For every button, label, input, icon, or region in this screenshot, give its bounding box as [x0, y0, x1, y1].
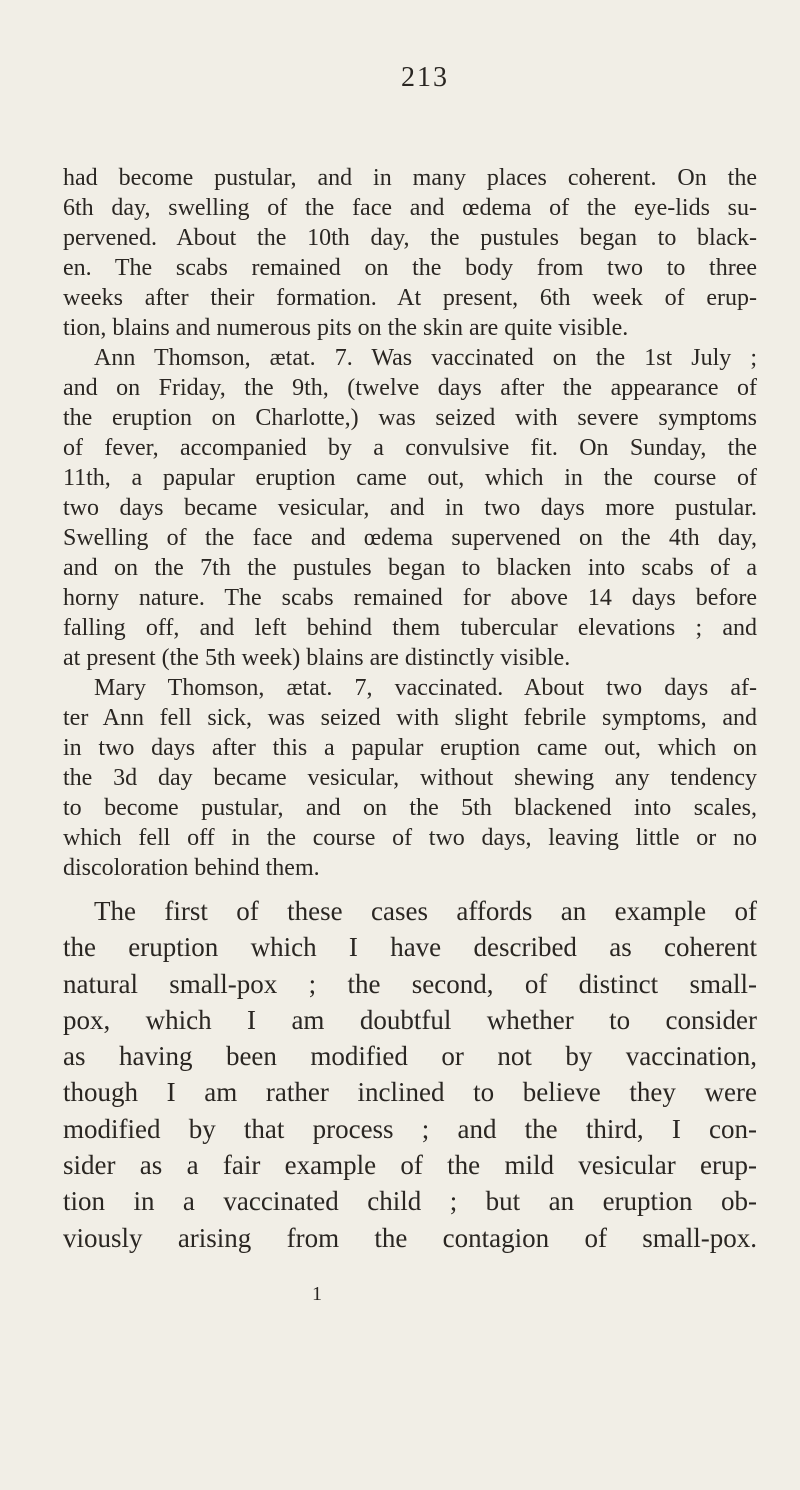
page-number: 213 — [401, 62, 449, 93]
summary-paragraph — [63, 893, 757, 1256]
text-line: the 3d day became vesicular, without shewing any tendency — [63, 765, 757, 791]
text-line: tion, blains and numerous pits on the skin are quite visible. — [63, 315, 629, 341]
text-line: 6th day, swelling of the face and œdema of the eye-lids su- — [63, 195, 757, 221]
text-line: to become pustular, and on the 5th blackened into scales, — [63, 795, 757, 821]
text-line: had become pustular, and in many places coherent. On the — [63, 165, 757, 191]
signature-mark: 1 — [312, 1283, 322, 1305]
summary-line: the eruption which I have described as coherent — [63, 932, 757, 963]
summary-line: pox, which I am doubtful whether to consider — [63, 1004, 757, 1035]
summary-line: viously arising from the contagion of small-pox. — [63, 1222, 757, 1253]
text-line: and on the 7th the pustules began to blacken into scabs of a — [63, 555, 757, 581]
text-line: of fever, accompanied by a convulsive fit. On Sunday, the — [63, 435, 757, 461]
text-line: horny nature. The scabs remained for above 14 days before — [63, 585, 757, 611]
text-line: discoloration behind them. — [63, 855, 320, 881]
text-line: and on Friday, the 9th, (twelve days after the appearance of — [63, 375, 757, 401]
summary-line: The first of these cases affords an example of — [94, 896, 757, 926]
text-line: 11th, a papular eruption came out, which in the course of — [63, 465, 757, 491]
text-line: Swelling of the face and œdema supervened on the 4th day, — [63, 525, 757, 551]
text-line: weeks after their formation. At present, 6th week of erup- — [63, 285, 757, 311]
summary-line: modified by that process ; and the third, I con- — [63, 1113, 757, 1144]
text-line: Ann Thomson, ætat. 7. Was vaccinated on the 1st July ; — [94, 345, 757, 371]
summary-line: though I am rather inclined to believe they were — [63, 1077, 757, 1108]
summary-line: sider as a fair example of the mild vesicular erup- — [63, 1150, 757, 1181]
text-line: at present (the 5th week) blains are distinctly visible. — [63, 645, 571, 671]
summary-line: tion in a vaccinated child ; but an eruption ob- — [63, 1186, 757, 1217]
text-line: the eruption on Charlotte,) was seized with severe symptoms — [63, 405, 757, 431]
summary-line: as having been modified or not by vaccination, — [63, 1041, 757, 1072]
case-reports-paragraphs — [63, 163, 757, 883]
text-line: two days became vesicular, and in two days more pustular. — [63, 495, 757, 521]
text-line: which fell off in the course of two days, leaving little or no — [63, 825, 757, 851]
text-line: falling off, and left behind them tubercular elevations ; and — [63, 615, 757, 641]
summary-line: natural small-pox ; the second, of distinct small- — [63, 968, 757, 999]
text-line: pervened. About the 10th day, the pustules began to black- — [63, 225, 757, 251]
text-line: in two days after this a papular eruption came out, which on — [63, 735, 757, 761]
text-line: ter Ann fell sick, was seized with slight febrile symptoms, and — [63, 705, 757, 731]
text-line: en. The scabs remained on the body from two to three — [63, 255, 757, 281]
text-line: Mary Thomson, ætat. 7, vaccinated. About two days af- — [94, 675, 757, 701]
